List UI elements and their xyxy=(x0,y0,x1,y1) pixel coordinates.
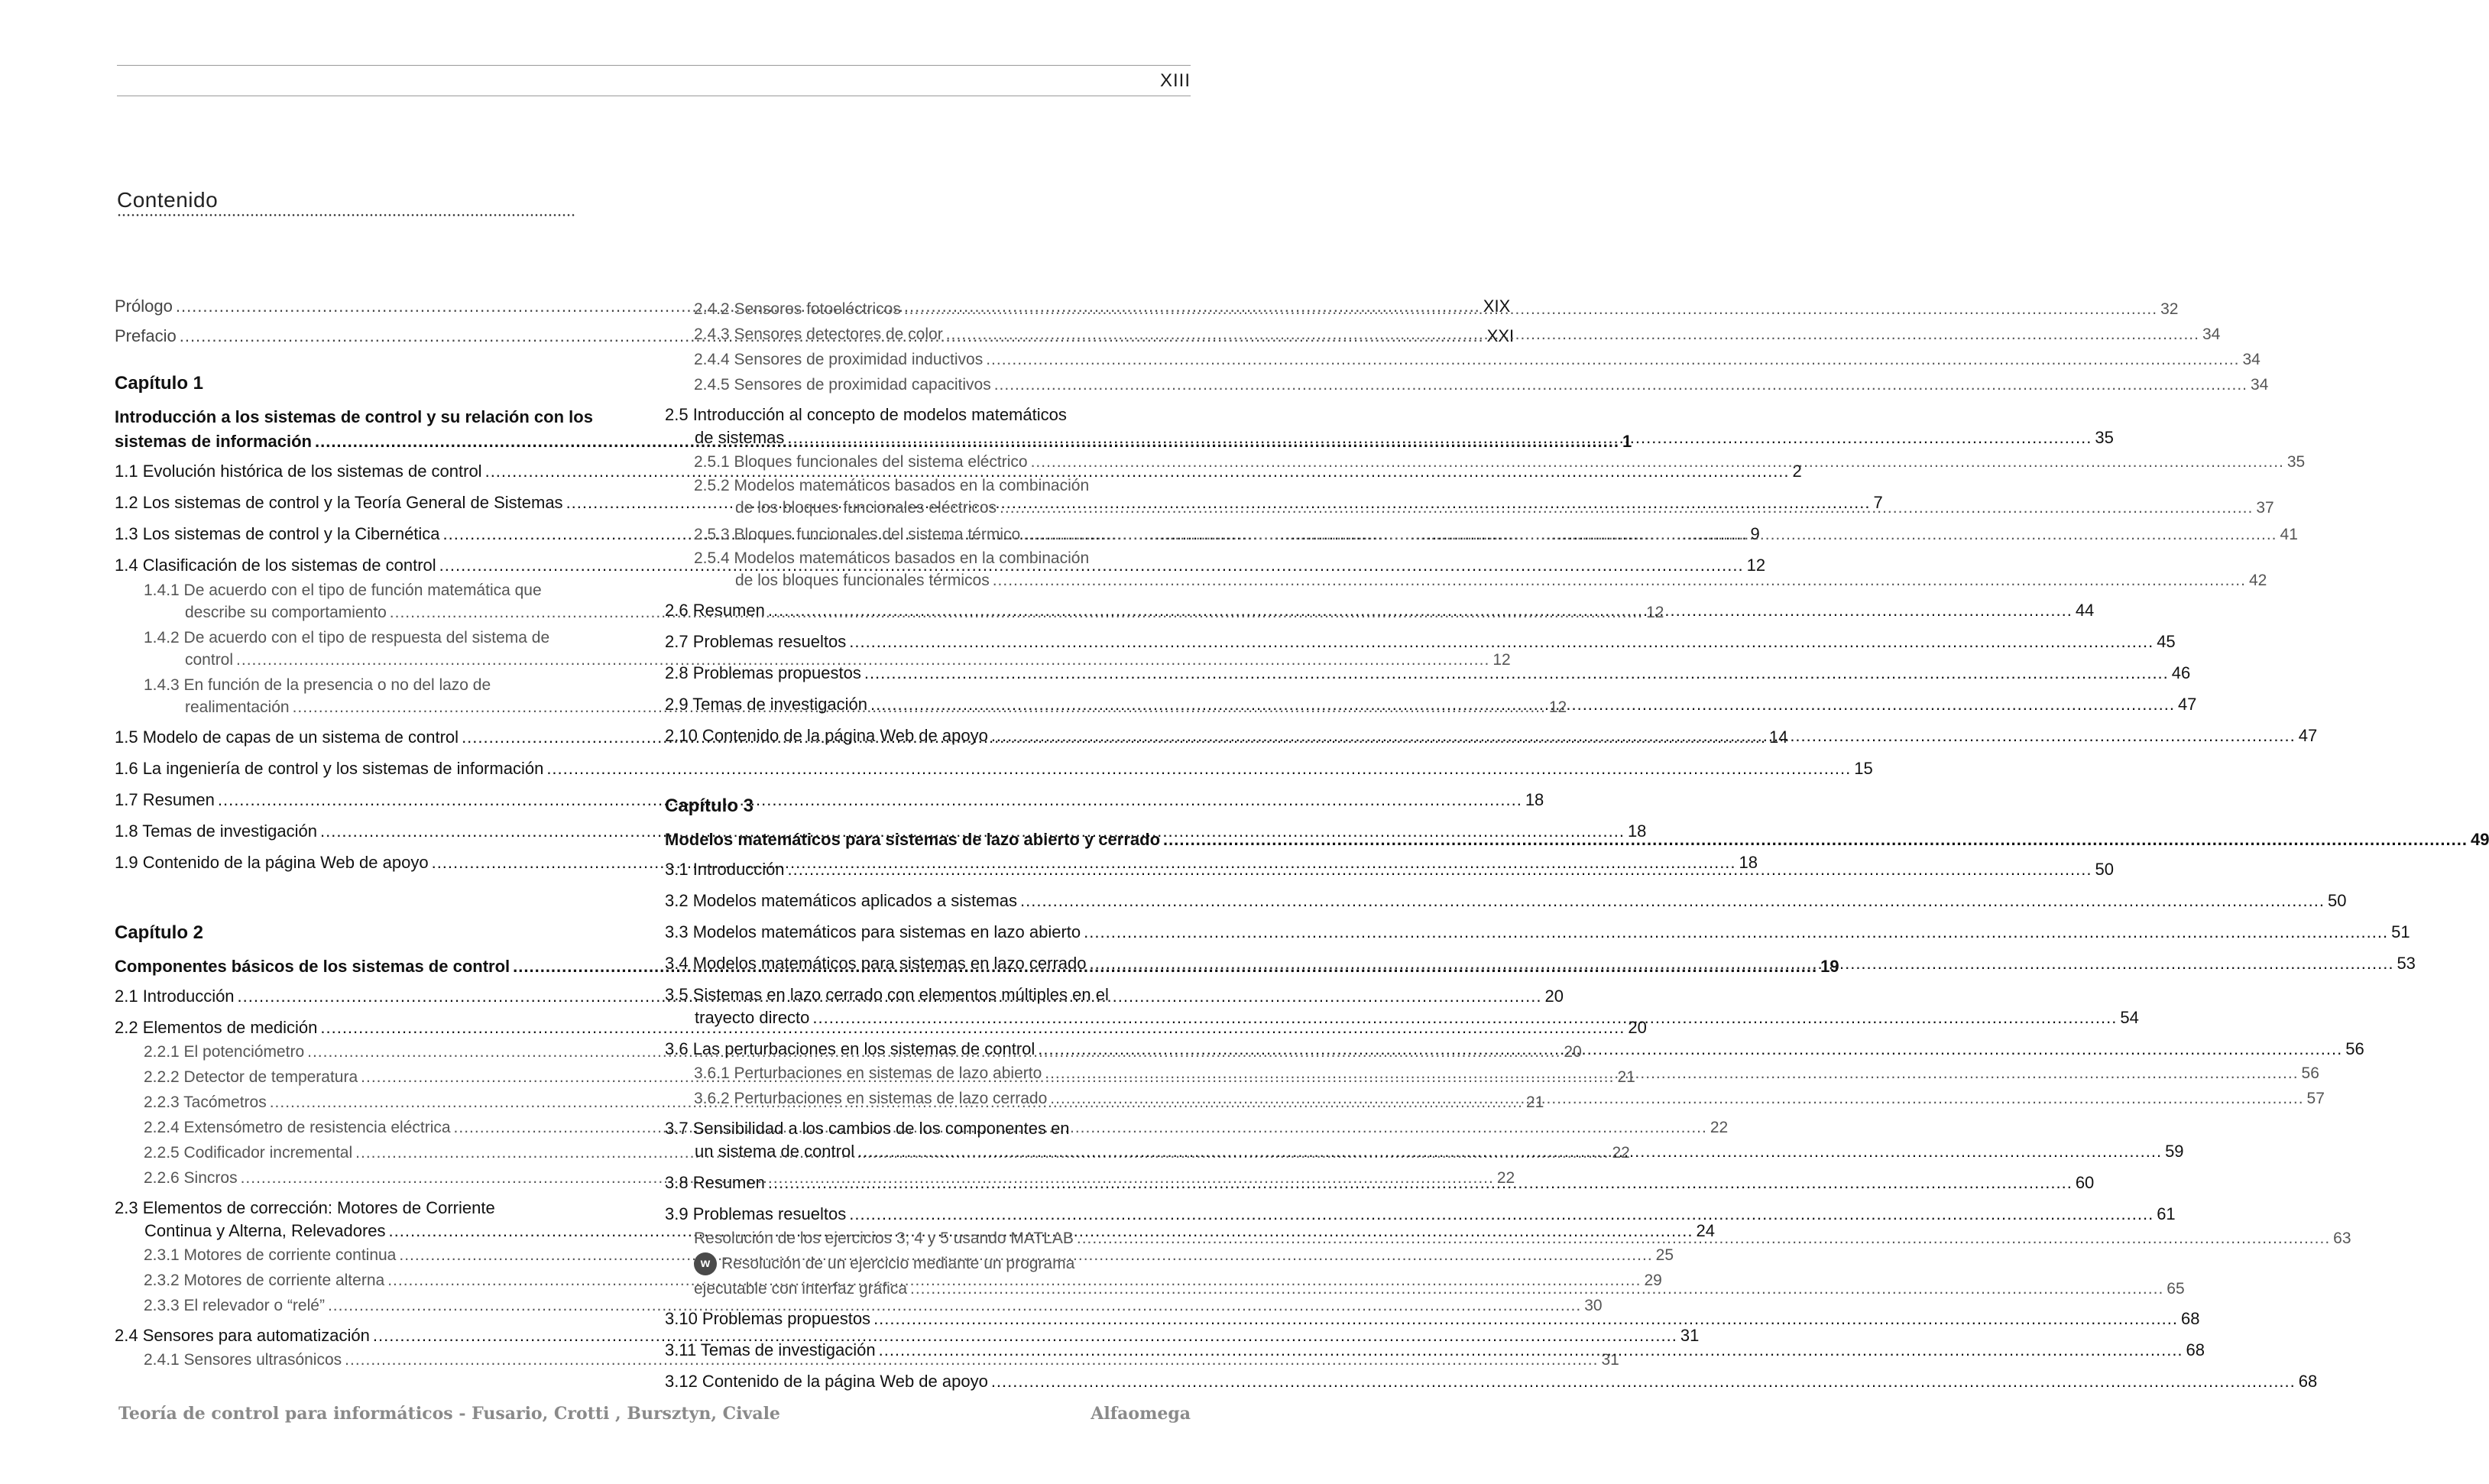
toc-entry-2-2[interactable]: 2.2 Elementos de medición ..... 20 xyxy=(115,1016,639,1039)
toc-entry-prologo[interactable]: Prólogo ..... XIX xyxy=(115,296,639,326)
toc-entry-prefacio[interactable]: Prefacio ..... XXI xyxy=(115,326,639,356)
toc-entry-2-9[interactable]: 2.9 Temas de investigación ..... 47 xyxy=(665,693,1189,716)
toc-entry-2-2-3[interactable]: 2.2.3 Tacómetros ..... 21 xyxy=(115,1090,639,1115)
toc-entry-2-6[interactable]: 2.6 Resumen ..... 44 xyxy=(665,599,1189,622)
toc-entry-2-5[interactable]: 2.5 Introducción al concepto de modelos matemáticos de sistemas..... 35 xyxy=(665,403,1189,449)
toc-entry-1-1[interactable]: 1.1 Evolución histórica de los sistemas de control ..... 2 xyxy=(115,460,639,483)
footer-book-title: Teoría de control para informáticos - Fusario, Crotti , Bursztyn, Civale xyxy=(118,1404,780,1424)
toc-entry-2-3-2[interactable]: 2.3.2 Motores de corriente alterna ..... 29 xyxy=(115,1268,639,1293)
page-number: XIII xyxy=(1159,70,1191,91)
chapter-2-title[interactable]: Componentes básicos de los sistemas de control ..... 19 xyxy=(115,954,639,979)
toc-entry-2-3-3[interactable]: 2.3.3 El relevador o “relé” ..... 30 xyxy=(115,1293,639,1318)
toc-entry-3-9[interactable]: 3.9 Problemas resueltos ..... 61 xyxy=(665,1203,1189,1226)
toc-entry-3-12[interactable]: 3.12 Contenido de la página Web de apoyo ..... 68 xyxy=(665,1370,1189,1393)
chapter-2-heading: Capítulo 2 xyxy=(115,922,204,943)
toc-entry-2-7[interactable]: 2.7 Problemas resueltos ..... 45 xyxy=(665,630,1189,653)
toc-entry-1-2[interactable]: 1.2 Los sistemas de control y la Teoría General de Sistemas ..... 7 xyxy=(115,491,639,514)
toc-entry-1-8[interactable]: 1.8 Temas de investigación ..... 18 xyxy=(115,820,639,843)
toc-entry-2-4-4[interactable]: 2.4.4 Sensores de proximidad inductivos ..... 34 xyxy=(665,347,1189,372)
toc-entry-3-4[interactable]: 3.4 Modelos matemáticos para sistemas en lazo cerrado ..... 53 xyxy=(665,952,1189,975)
web-resource-icon: w xyxy=(694,1252,717,1275)
toc-entry-2-2-5[interactable]: 2.2.5 Codificador incremental ..... 22 xyxy=(115,1140,639,1165)
toc-entry-2-4-5[interactable]: 2.4.5 Sensores de proximidad capacitivos ..... 34 xyxy=(665,372,1189,397)
toc-entry-1-4-3[interactable]: 1.4.3 En función de la presencia o no del lazo de realimentación..... 12 xyxy=(115,674,639,718)
toc-entry-3-6[interactable]: 3.6 Las perturbaciones en los sistemas de control ..... 56 xyxy=(665,1038,1189,1061)
toc-entry-1-9[interactable]: 1.9 Contenido de la página Web de apoyo ..... 18 xyxy=(115,851,639,874)
toc-entry-2-4-3[interactable]: 2.4.3 Sensores detectores de color ..... 34 xyxy=(665,322,1189,347)
toc-entry-2-2-6[interactable]: 2.2.6 Sincros ..... 22 xyxy=(115,1165,639,1191)
toc-entry-1-4[interactable]: 1.4 Clasificación de los sistemas de control ..... 12 xyxy=(115,554,639,577)
toc-entry-3-9-web[interactable]: w Resolución de un ejercicio mediante un programa ejecutable con interfaz gráfica ..... 65 xyxy=(665,1251,1189,1301)
section-title: Contenido xyxy=(117,188,219,212)
chapter-1-heading: Capítulo 1 xyxy=(115,373,204,394)
toc-entry-3-3[interactable]: 3.3 Modelos matemáticos para sistemas en lazo abierto ..... 51 xyxy=(665,921,1189,944)
footer-publisher: Alfaomega xyxy=(1091,1404,1191,1424)
toc-entry-3-11[interactable]: 3.11 Temas de investigación ..... 68 xyxy=(665,1339,1189,1362)
toc-entry-2-4-1[interactable]: 2.4.1 Sensores ultrasónicos ..... 31 xyxy=(115,1347,639,1372)
toc-entry-3-7[interactable]: 3.7 Sensibilidad a los cambios de los componentes en un sistema de control..... 59 xyxy=(665,1117,1189,1163)
toc-entry-2-4[interactable]: 2.4 Sensores para automatización ..... 31 xyxy=(115,1324,639,1347)
toc-entry-2-8[interactable]: 2.8 Problemas propuestos ..... 46 xyxy=(665,662,1189,685)
toc-entry-2-5-4[interactable]: 2.5.4 Modelos matemáticos basados en la combinación de los bloques funcionales térmicos..... 42 xyxy=(665,547,1189,591)
toc-entry-3-2[interactable]: 3.2 Modelos matemáticos aplicados a sistemas ..... 50 xyxy=(665,889,1189,912)
toc-entry-3-9-matlab[interactable]: Resolución de los ejercicios 3, 4 y 5 usando MATLAB ..... 63 xyxy=(665,1226,1189,1251)
toc-entry-1-3[interactable]: 1.3 Los sistemas de control y la Cibernética ..... 9 xyxy=(115,523,639,546)
toc-entry-1-4-1[interactable]: 1.4.1 De acuerdo con el tipo de función matemática que describe su comportamiento..... 12 xyxy=(115,579,639,624)
chapter-1-title[interactable]: Introducción a los sistemas de control y su relación con los sistemas de información ..... 1 xyxy=(115,405,639,454)
toc-entry-2-3-1[interactable]: 2.3.1 Motores de corriente continua ..... 25 xyxy=(115,1243,639,1268)
toc-entry-2-5-2[interactable]: 2.5.2 Modelos matemáticos basados en la combinación de los bloques funcionales eléctricos..... 37 xyxy=(665,475,1189,519)
toc-entry-2-5-3[interactable]: 2.5.3 Bloques funcionales del sistema térmico ..... 41 xyxy=(665,522,1189,547)
toc-entry-1-7[interactable]: 1.7 Resumen ..... 18 xyxy=(115,789,639,812)
toc-entry-3-6-2[interactable]: 3.6.2 Perturbaciones en sistemas de lazo cerrado ..... 57 xyxy=(665,1086,1189,1111)
toc-entry-2-10[interactable]: 2.10 Contenido de la página Web de apoyo ..... 47 xyxy=(665,724,1189,747)
toc-entry-2-4-2[interactable]: 2.4.2 Sensores fotoeléctricos ..... 32 xyxy=(665,296,1189,322)
toc-entry-3-6-1[interactable]: 3.6.1 Perturbaciones en sistemas de lazo abierto ..... 56 xyxy=(665,1061,1189,1086)
header-rule-top xyxy=(117,65,1191,66)
toc-entry-2-2-1[interactable]: 2.2.1 El potenciómetro ..... 20 xyxy=(115,1039,639,1064)
toc-entry-2-2-4[interactable]: 2.2.4 Extensómetro de resistencia eléctrica ..... 22 xyxy=(115,1115,639,1140)
toc-entry-2-1[interactable]: 2.1 Introducción ..... 20 xyxy=(115,985,639,1008)
title-dotted-underline xyxy=(117,214,575,216)
chapter-3-title[interactable]: Modelos matemáticos para sistemas de lazo abierto y cerrado ..... 49 xyxy=(665,828,1189,852)
chapter-3-heading: Capítulo 3 xyxy=(665,795,754,816)
toc-entry-3-1[interactable]: 3.1 Introducción ..... 50 xyxy=(665,858,1189,881)
toc-entry-2-3[interactable]: 2.3 Elementos de corrección: Motores de Corriente Continua y Alterna, Relevadores..... 24 xyxy=(115,1197,639,1243)
toc-entry-3-8[interactable]: 3.8 Resumen ..... 60 xyxy=(665,1171,1189,1194)
toc-entry-1-6[interactable]: 1.6 La ingeniería de control y los sistemas de información ..... 15 xyxy=(115,757,639,780)
toc-entry-2-5-1[interactable]: 2.5.1 Bloques funcionales del sistema eléctrico ..... 35 xyxy=(665,449,1189,475)
toc-entry-1-5[interactable]: 1.5 Modelo de capas de un sistema de control ..... 14 xyxy=(115,726,639,749)
toc-entry-1-4-2[interactable]: 1.4.2 De acuerdo con el tipo de respuesta del sistema de control..... 12 xyxy=(115,627,639,671)
toc-entry-3-5[interactable]: 3.5 Sistemas en lazo cerrado con elementos múltiples en el trayecto directo..... 54 xyxy=(665,983,1189,1029)
toc-entry-2-2-2[interactable]: 2.2.2 Detector de temperatura ..... 21 xyxy=(115,1064,639,1090)
toc-entry-3-10[interactable]: 3.10 Problemas propuestos ..... 68 xyxy=(665,1307,1189,1330)
